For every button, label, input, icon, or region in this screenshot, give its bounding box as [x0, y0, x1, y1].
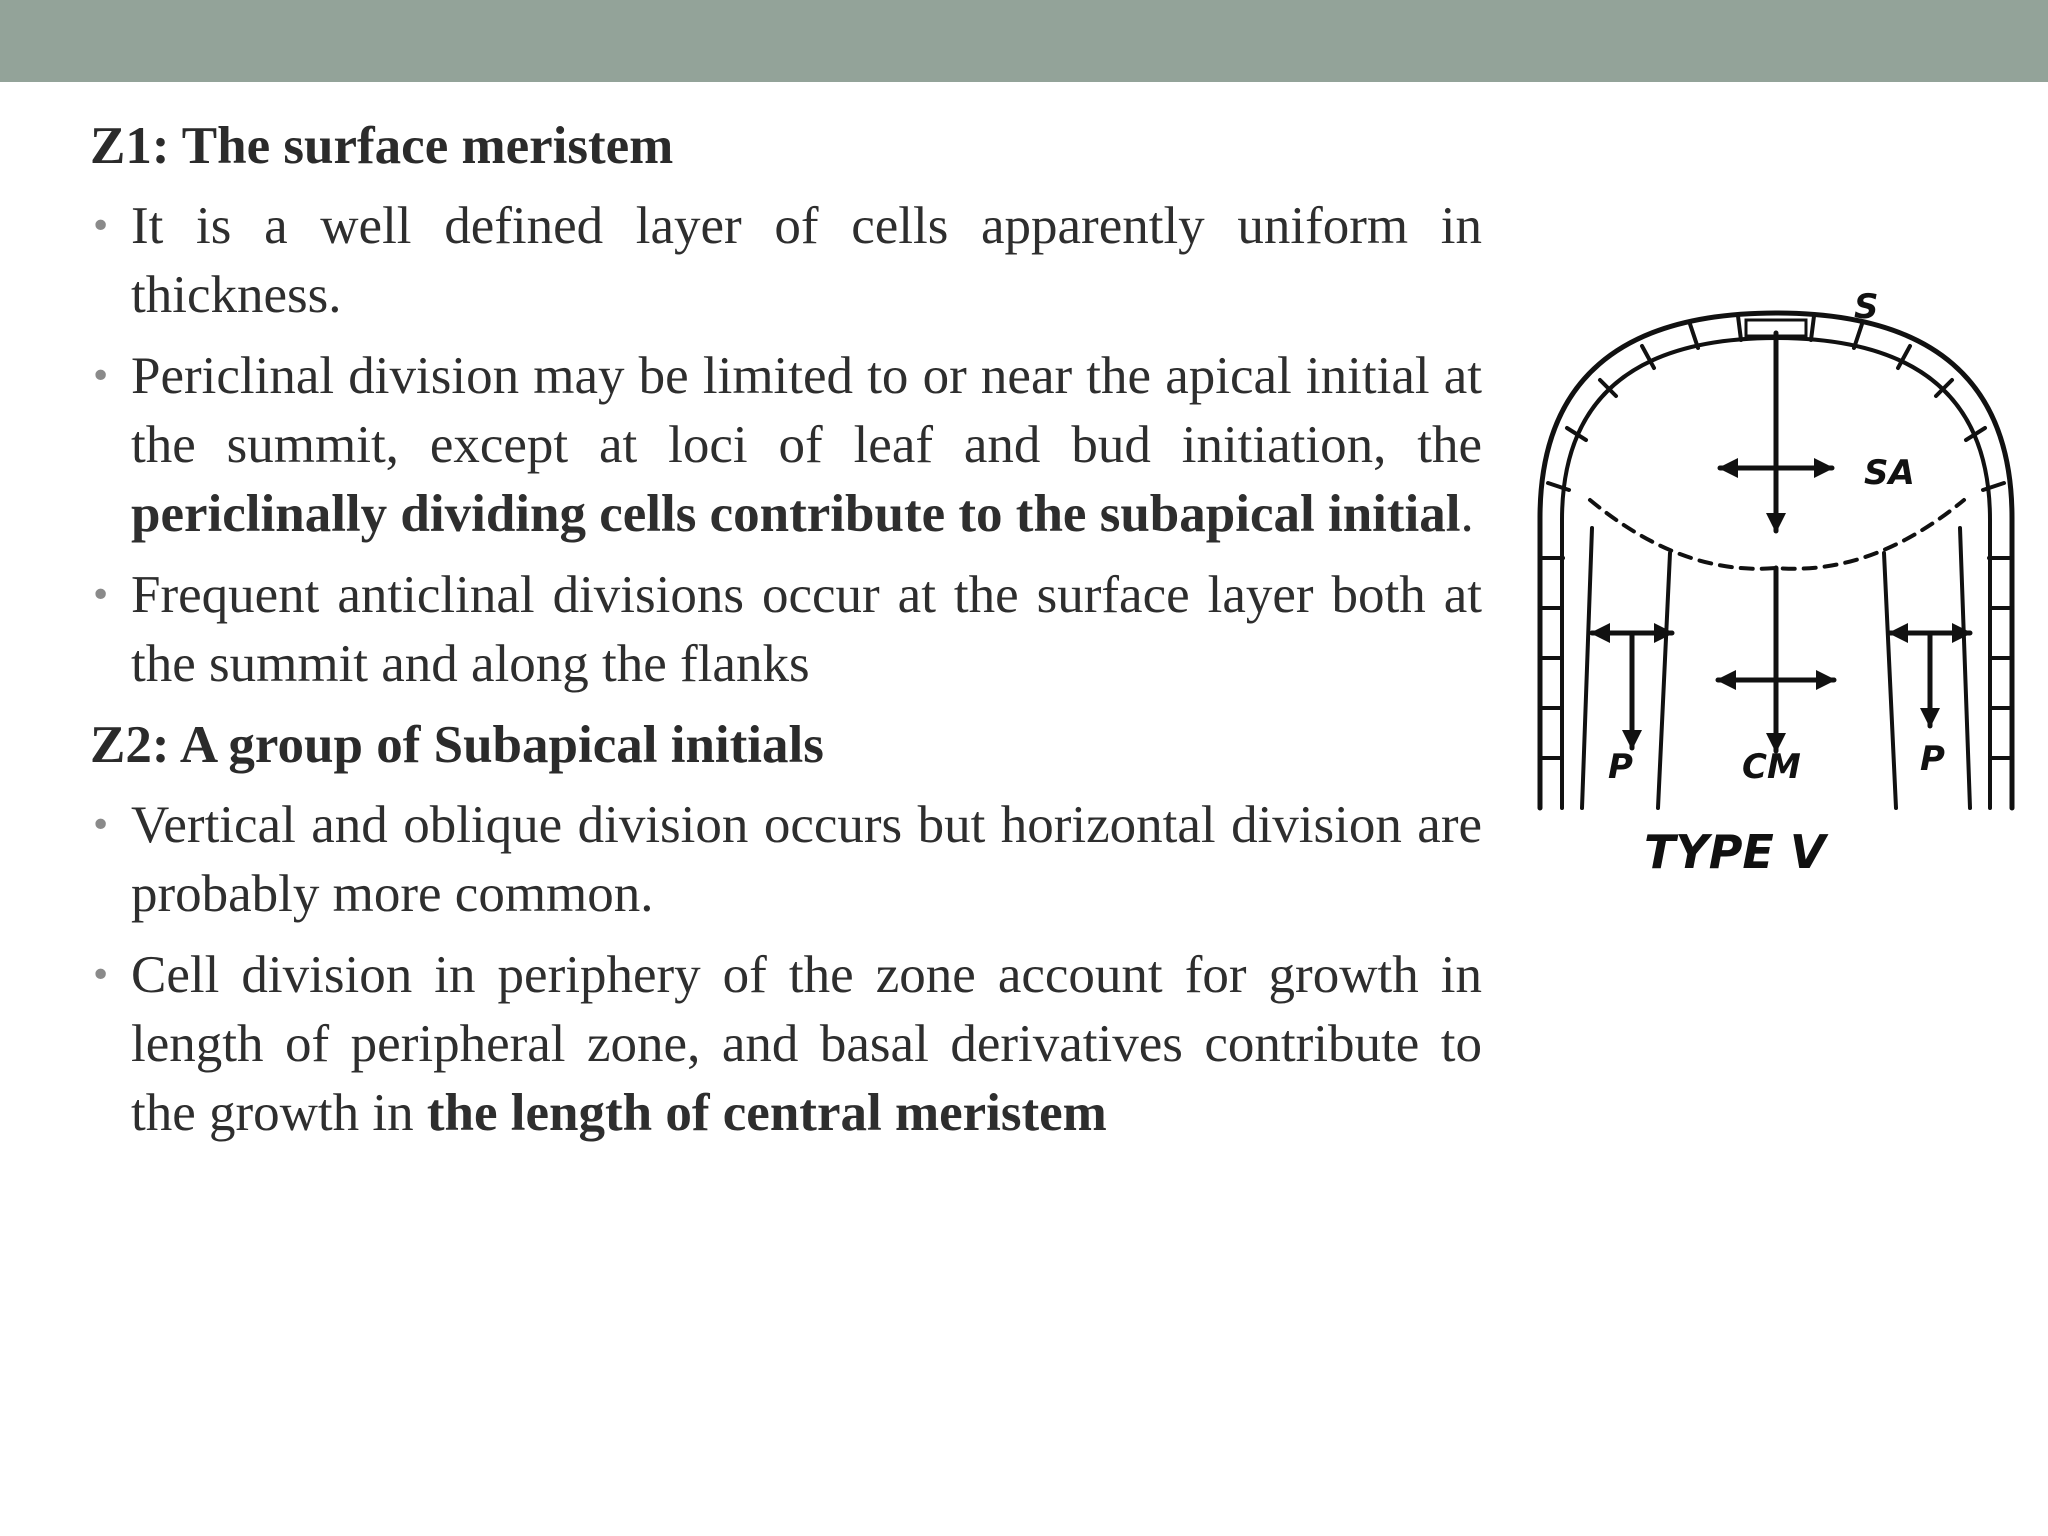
z1-bullet-3 — [90, 561, 1482, 699]
label-s: S — [1854, 288, 1879, 327]
bullet-text: It is a well defined layer of cells apparently uniform in thickness. — [131, 197, 1482, 324]
z1-bullet-2 — [90, 342, 1482, 549]
top-bar — [0, 0, 2048, 82]
label-p-left: P — [1608, 747, 1633, 787]
figure-caption: TYPE V — [1644, 825, 1826, 879]
shoot-apex-diagram — [1512, 288, 2040, 888]
bullet-bold-text: periclinally dividing cells contribute to the subapical initial — [131, 485, 1461, 543]
slide-content — [90, 112, 1482, 1160]
label-cm: CM — [1742, 747, 1801, 787]
z1-bullet-1 — [90, 192, 1482, 330]
label-p-right: P — [1920, 739, 1945, 779]
z2-heading: Z2: A group of Subapical initials — [90, 716, 824, 774]
z2-bullet-1 — [90, 791, 1482, 929]
bullet-text: Cell division in periphery of the zone account for growth in length of peripheral zone, and basal derivatives contribute to the growth in — [131, 946, 1482, 1142]
bullet-bold-text: the length of central meristem — [426, 1084, 1107, 1142]
bullet-text-end: . — [1460, 485, 1474, 543]
label-sa: SA — [1864, 453, 1915, 493]
bullet-text: Vertical and oblique division occurs but horizontal division are probably more common. — [131, 796, 1482, 923]
z1-heading: Z1: The surface meristem — [90, 117, 674, 175]
bullet-text: Periclinal division may be limited to or near the apical initial at the summit, except at loci of leaf and bud initiation, the — [131, 347, 1482, 474]
z2-bullet-2 — [90, 941, 1482, 1148]
bullet-text: Frequent anticlinal divisions occur at the surface layer both at the summit and along the flanks — [131, 566, 1482, 693]
